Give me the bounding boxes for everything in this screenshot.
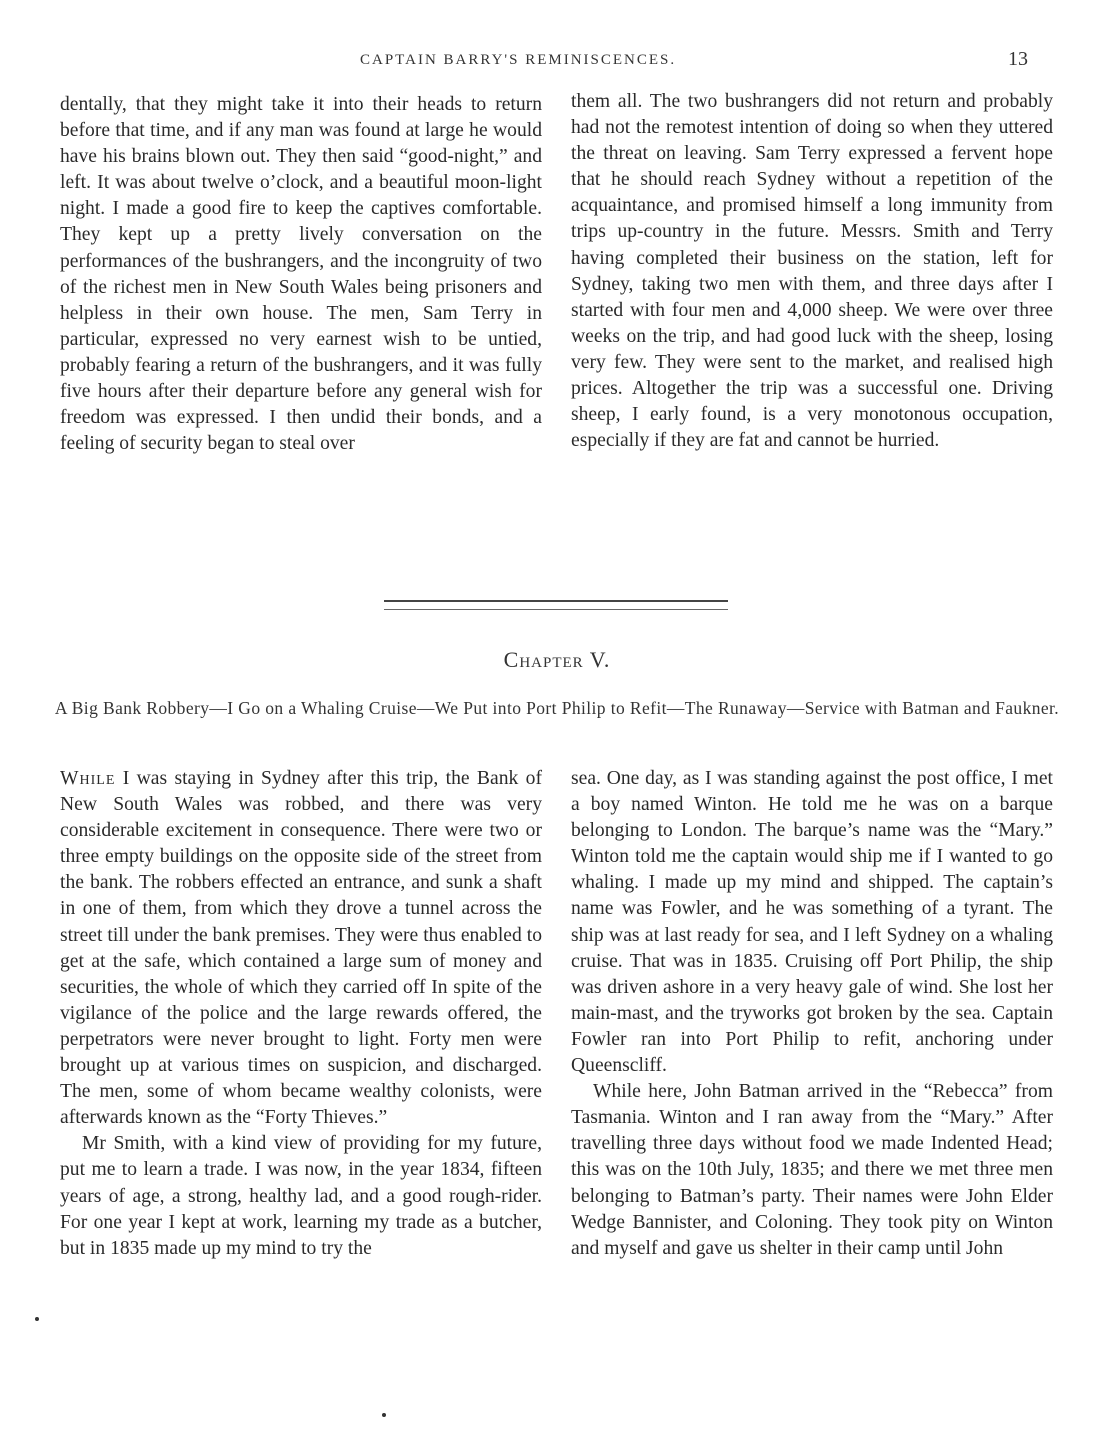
- chapter-title: Chapter V.: [503, 647, 611, 672]
- ink-speck: [35, 1317, 39, 1321]
- paragraph: dentally, that they might take it into their heads to return before that time, and if any man was found at large he would have his brains blown out. They then said “good-night,” and left. It was about twelve o’clock, and a beautiful moon-light night. I made a good fire to keep the captives comfortable. They kept up a pretty lively conversation on the performances of the bushrangers, and the incongruity of two of the richest men in New South Wales being prisoners and helpless in their own house. The men, Sam Terry in particular, expressed no very earnest wish to be untied, probably fearing a return of the bushrangers, and it was fully five hours after their departure before any general wish for freedom was expressed. I then undid their bonds, and a feeling of security began to steal over: [60, 94, 542, 455]
- top-left-column: [60, 92, 542, 457]
- paragraph: sea. One day, as I was standing against the post office, I met a boy named Winton. He told me he was on a barque belonging to London. The barque’s name was the “Mary.” Winton told me the captain would ship me if I wanted to go whaling. I made up my mind and shipped. The captain’s name was Fowler, and he was something of a tyrant. The ship was at last ready for sea, and I left Sydney on a whaling cruise. That was in 1835. Cruising off Port Philip, the ship was driven ashore in a very heavy gale of wind. She lost her main-mast, and the tryworks got broken by the sea. Captain Fowler ran into Port Philip to refit, anchoring under Queenscliff.: [571, 768, 1053, 1077]
- running-head: [0, 48, 1114, 74]
- paragraph: [60, 766, 542, 1131]
- bottom-left-column: [60, 766, 542, 1262]
- paragraph: While here, John Batman arrived in the “Rebecca” from Tasmania. Winton and I ran away from the “Mary.” After travelling three days without food we made Indented Head; this was on the 10th July, 1835; and there we met three men belonging to Batman’s party. Their names were John Elder Wedge Bannister, and Coloning. They took pity on Winton and myself and gave us shelter in their camp until John: [571, 1081, 1053, 1259]
- section-divider: [384, 600, 728, 610]
- running-title: CAPTAIN BARRY'S REMINISCENCES.: [360, 52, 677, 68]
- top-right-column: [571, 89, 1053, 454]
- paragraph: them all. The two bushrangers did not return and probably had not the remotest intention of doing so when they uttered the threat on leaving. Sam Terry expressed a fervent hope that he should reach Sydney without a repetition of the acquaintance, and promised himself a long immunity from trips up-country in the future. Messrs. Smith and Terry having completed their business on the station, left for Sydney, taking two men with them, and three days after I started with four men and 4,000 sheep. We were over three weeks on the trip, and had good luck with the sheep, losing very few. They were sent to the market, and realised high prices. Altogether the trip was a successful one. Driving sheep, I early found, is a very monotonous occupation, especially if they are fat and cannot be hurried.: [571, 91, 1053, 452]
- page-number: 13: [1008, 48, 1028, 70]
- paragraph: Mr Smith, with a kind view of providing for my future, put me to learn a trade. I was now, in the year 1834, fifteen years of age, a strong, healthy lad, and a good rough-rider. For one year I kept at work, learning my trade as a butcher, but in 1835 made up my mind to try the: [60, 1133, 542, 1259]
- paragraph-text: I was staying in Sydney after this trip, the Bank of New South Wales was robbed, and there was very considerable excitement in consequence. There were two or three empty buildings on the opposite side of the street from the bank. The robbers effected an entrance, and sunk a shaft in one of them, from which they drove a tunnel across the street till under the bank premises. They were thus enabled to get at the safe, which contained a large sum of money and securities, the whole of which they carried off In spite of the vigilance of the police and the large rewards offered, the perpetrators were never brought to light. Forty men were brought up at various times on suspicion, and discharged. The men, some of whom became wealthy colonists, were afterwards known as the “Forty Thieves.”: [60, 768, 542, 1129]
- chapter-summary: A Big Bank Robbery—I Go on a Whaling Cruise—We Put into Port Philip to Refit—The Runaway—Service with Batman and Faukner.: [54, 698, 1060, 718]
- ink-speck: [382, 1413, 386, 1417]
- opening-word: While: [60, 768, 116, 789]
- bottom-right-column: [571, 766, 1053, 1262]
